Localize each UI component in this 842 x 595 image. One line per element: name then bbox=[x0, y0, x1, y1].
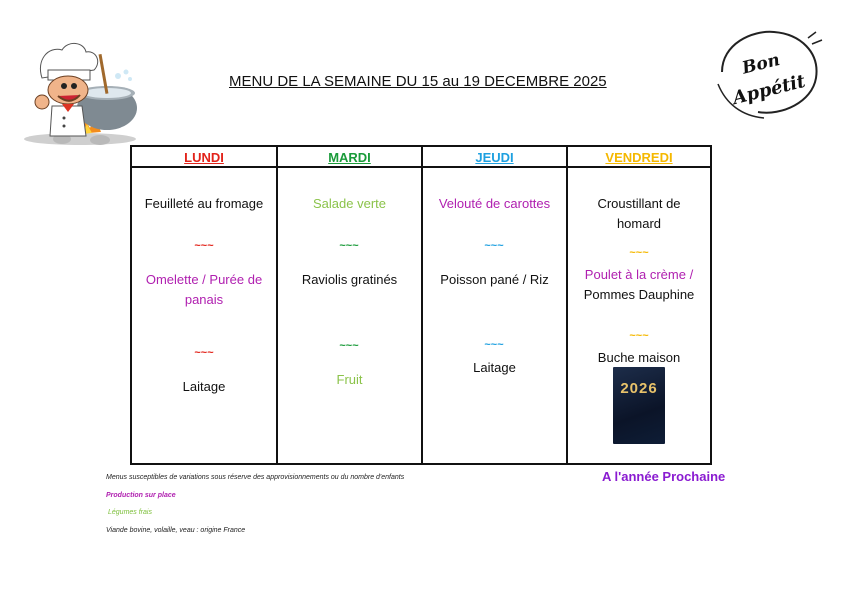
day-header-jeudi: JEUDI bbox=[475, 150, 514, 165]
vendredi-separator-1: ~~~ bbox=[629, 247, 649, 259]
mardi-separator-1: ~~~ bbox=[339, 240, 359, 252]
day-header-vendredi: VENDREDI bbox=[605, 150, 673, 165]
new-year-2026-label: 2026 bbox=[620, 380, 658, 397]
column-divider bbox=[566, 147, 568, 463]
jeudi-separator-2: ~~~ bbox=[484, 339, 504, 351]
lundi-separator-2: ~~~ bbox=[194, 347, 214, 359]
mardi-plat: Raviolis gratinés bbox=[301, 272, 398, 287]
bon-appetit-logo bbox=[712, 24, 826, 124]
vendredi-dessert: Buche maison bbox=[597, 350, 681, 365]
vendredi-entree: Croustillant de homard bbox=[597, 196, 681, 231]
jeudi-separator-1: ~~~ bbox=[484, 240, 504, 252]
svg-text:Bon: Bon bbox=[740, 49, 782, 79]
mardi-entree: Salade verte bbox=[313, 196, 386, 211]
menu-disclaimer: Menus susceptibles de variations sous réserve des approvisionnements ou du nombre d'enfants bbox=[106, 474, 405, 481]
mardi-separator-2: ~~~ bbox=[339, 340, 359, 352]
vendredi-plat: Poulet à la crème / bbox=[584, 267, 694, 282]
vendredi-plat-accompagnement: Pommes Dauphine bbox=[583, 287, 695, 302]
lundi-entree: Feuilleté au fromage bbox=[144, 196, 264, 211]
annee-prochaine-text: A l'année Prochaine bbox=[602, 469, 726, 484]
lundi-dessert: Laitage bbox=[182, 379, 226, 394]
bon-appetit-logo-graphic bbox=[712, 24, 826, 124]
viande-origine-note: Viande bovine, volaille, veau : origine France bbox=[106, 527, 246, 534]
production-sur-place-note: Production sur place bbox=[106, 492, 176, 499]
svg-text:Appétit: Appétit bbox=[730, 70, 808, 110]
vendredi-separator-2: ~~~ bbox=[629, 330, 649, 342]
jeudi-plat: Poisson pané / Riz bbox=[440, 272, 549, 287]
lundi-separator-1: ~~~ bbox=[194, 240, 214, 252]
day-header-mardi: MARDI bbox=[328, 150, 371, 165]
page-title: MENU DE LA SEMAINE DU 15 au 19 DECEMBRE 2025 bbox=[229, 73, 607, 90]
lundi-plat: Omelette / Purée de panais bbox=[145, 272, 263, 307]
legumes-frais-note: Légumes frais bbox=[108, 509, 152, 516]
chef-cooking-illustration bbox=[22, 36, 140, 148]
day-header-lundi: LUNDI bbox=[184, 150, 224, 165]
jeudi-dessert: Laitage bbox=[473, 360, 516, 375]
new-year-2026-image bbox=[613, 367, 665, 444]
jeudi-entree: Velouté de carottes bbox=[438, 196, 551, 211]
mardi-dessert: Fruit bbox=[336, 372, 363, 387]
weekly-menu-table bbox=[130, 145, 712, 465]
